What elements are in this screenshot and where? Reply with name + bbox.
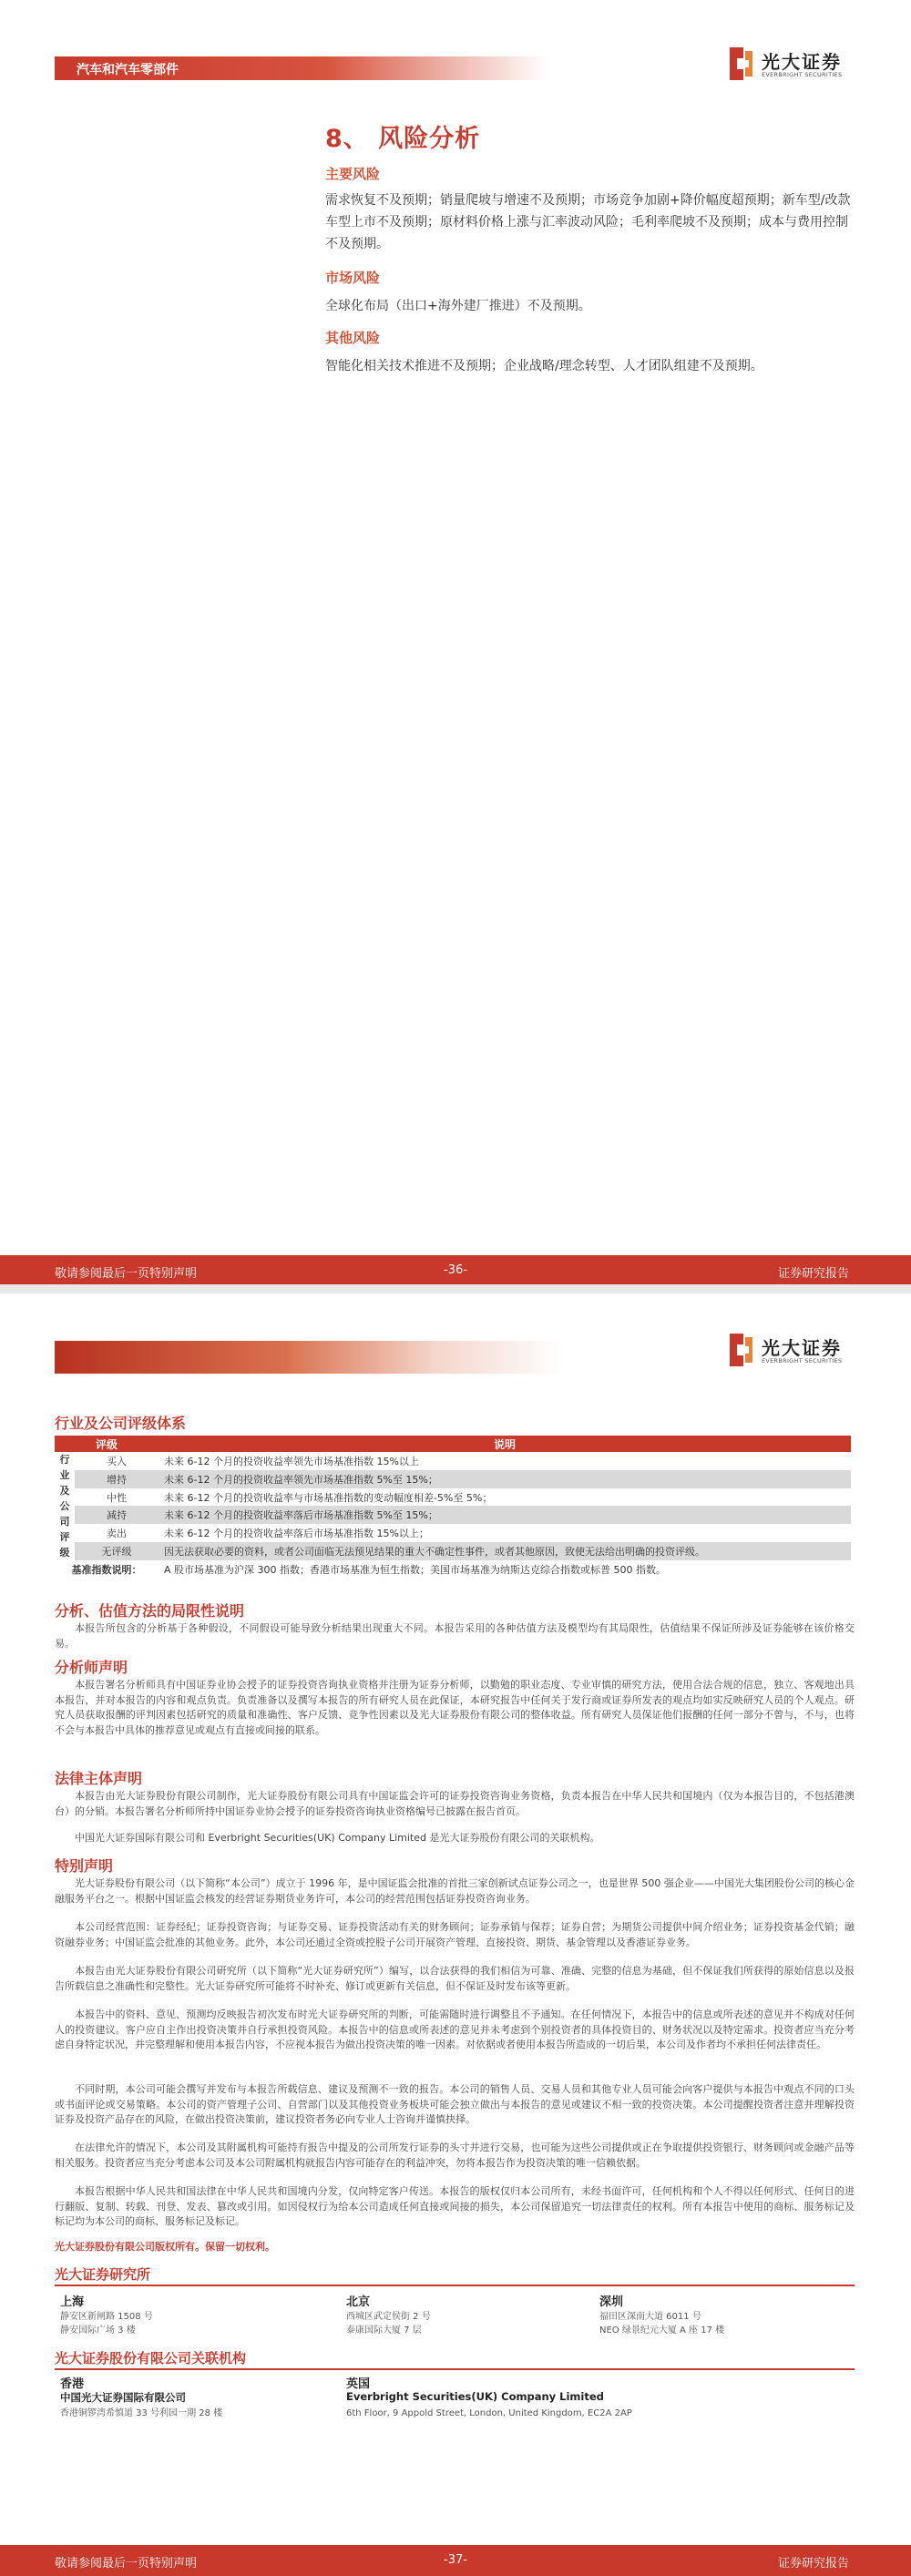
affiliate-region: 香港: [60, 2377, 85, 2391]
section-paragraph: 本公司经营范围：证券经纪；证券投资咨询；与证券交易、证券投资活动有关的财务顾问；证券承销与保荐；证券自营；为期货公司提供中间介绍业务；证券投资基金代销；融资融券业务；中国证监会批准的其他业务。此外，本公司还通过全资或控股子公司开展资产管理、直接投资、期货、基金管理以及香港证券业务。: [55, 1921, 855, 1948]
description-cell: 因无法获取必要的资料，或者公司面临无法预见结果的重大不确定性事件，或者其他原因，致使无法给出明确的投资评级。: [159, 1542, 851, 1560]
basis-text: A 股市场基准为沪深 300 指数；香港市场基准为恒生指数；美国市场基准为纳斯达克综合指数或标普 500 指数。: [164, 1563, 666, 1576]
footer-disclaimer-note: 敬请参阅最后一页特别声明: [55, 1267, 198, 1281]
rating-cell: 减持: [75, 1506, 159, 1524]
other-risk-text: 智能化相关技术推进不及预期；企业战略/理念转型、人才团队组建不及预期。: [325, 359, 763, 373]
office-city: 上海: [60, 2295, 85, 2309]
table-row: [55, 1506, 851, 1524]
table-row: [55, 1452, 851, 1470]
divider: [55, 2285, 855, 2286]
rating-cell: 买入: [107, 1455, 127, 1467]
office-address-line: 静安区新闸路 1508 号: [60, 2312, 153, 2322]
header-rating: 评级: [55, 1436, 159, 1452]
section-paragraph: 本报告由光大证券股份有限公司制作，光大证券股份有限公司具有中国证监会许可的证券投资咨询业务资格，负责本报告在中华人民共和国境内（仅为本报告目的，不包括港澳台）的分销。本报告署名分析师所持中国证券业协会授予的证券投资咨询执业资格编号已披露在报告首页。: [55, 1790, 855, 1817]
office-city: 北京: [346, 2295, 371, 2309]
affiliate-address: 6th Floor, 9 Appold Street, London, United Kingdom, EC2A 2AP: [346, 2408, 632, 2418]
table-row: [55, 1488, 851, 1507]
header-band: [55, 56, 547, 80]
main-risk-heading: 主要风险: [325, 166, 381, 182]
description-cell: 未来 6-12 个月的投资收益率落后市场基准指数 5%至 15%；: [159, 1506, 851, 1524]
section-paragraph: 本报告署名分析师具有中国证券业协会授予的证券投资咨询执业资格并注册为证券分析师，以勤勉的职业态度、专业审慎的研究方法，使用合法合规的信息，独立、客观地出具本报告，并对本报告的内容和观点负责。负责准备以及撰写本报告的所有研究人员在此保证，本研究报告中任何关于发行商或证券所发表的观点均如实反映研究人员的个人观点。研究人员获取报酬的评判因素包括研究的质量和准确性、客户反馈、竞争性因素以及光大证券股份有限公司的整体收益。所有研究人员保证他们报酬的任何一部分不曾与，不与，也将不会与本报告中具体的推荐意见或观点有直接或间接的联系。: [55, 1679, 855, 1736]
table-row: [55, 1470, 851, 1488]
description-cell: 未来 6-12 个月的投资收益率与市场基准指数的变动幅度相差-5%至 5%；: [164, 1491, 493, 1504]
table-row: [55, 1524, 851, 1542]
basis-label: 基准指数说明：: [71, 1563, 142, 1576]
side-label-char: 行: [59, 1454, 70, 1466]
side-label-char: 司: [59, 1516, 70, 1528]
office-address-line: NEO 绿景纪元大厦 A 座 17 楼: [599, 2326, 725, 2336]
footer-page-number: -37-: [444, 2553, 467, 2567]
header-industry-tag: 汽车和汽车零部件: [77, 63, 179, 77]
logo-text-cn: 光大证券: [762, 1337, 842, 1359]
section-paragraph: 本报告根据中华人民共和国法律在中华人民共和国境内分发，仅向特定客户传送。本报告的版权仅归本公司所有，未经书面许可，任何机构和个人不得以任何形式、任何目的进行翻版、复制、转载、刊登、发表、篡改或引用。如因侵权行为给本公司造成任何直接或间接的损失，本公司保留追究一切法律责任的权利。所有本报告中使用的商标、服务标记及标记均为本公司的商标、服务标记及标记。: [55, 2185, 855, 2227]
description-cell: 未来 6-12 个月的投资收益率领先市场基准指数 5%至 15%；: [159, 1470, 851, 1488]
page-separator: [0, 1284, 911, 1293]
company-logo: [727, 1330, 855, 1370]
affiliate-address: 香港铜锣湾希慎道 33 号利园一期 28 楼: [60, 2408, 223, 2418]
section-paragraph: 本报告所包含的分析基于各种假设，不同假设可能导致分析结果出现重大不同。本报告采用的各种估值方法及模型均有其局限性，估值结果不保证所涉及证券能够在该价格交易。: [55, 1622, 855, 1650]
section-heading: 分析师声明: [55, 1659, 128, 1676]
rating-cell: 增持: [75, 1470, 159, 1488]
office-address-line: 西城区武定侯街 2 号: [346, 2312, 431, 2322]
footer-page-number: -36-: [444, 1263, 467, 1277]
divider: [55, 2368, 855, 2370]
table-header-row: [55, 1436, 851, 1452]
logo-mark-icon: [727, 1332, 754, 1368]
side-label-char: 评: [59, 1531, 70, 1543]
table-row: [55, 1542, 851, 1560]
rating-table: [55, 1436, 851, 1578]
office-city: 深圳: [599, 2295, 624, 2309]
page-footer: [0, 1255, 911, 1286]
section-paragraph: 在法律允许的情况下，本公司及其附属机构可能持有报告中提及的公司所发行证券的头寸并进行交易，也可能为这些公司提供或正在争取提供投资银行、财务顾问或金融产品等相关服务。投资者应当充分考虑本公司及本公司附属机构就报告内容可能存在的利益冲突，勿将本报告作为投资决策的唯一信赖依据。: [55, 2142, 855, 2169]
company-logo: [727, 44, 855, 84]
market-risk-heading: 市场风险: [325, 270, 381, 286]
header-band: [55, 1341, 565, 1374]
affiliate-region: 英国: [346, 2377, 371, 2391]
header-description: 说明: [159, 1436, 851, 1452]
affiliates-title: 光大证券股份有限公司关联机构: [55, 2350, 247, 2366]
section-heading: 特别声明: [55, 1857, 114, 1875]
section-title: 8、 风险分析: [325, 125, 481, 153]
rating-cell: 卖出: [107, 1528, 127, 1540]
office-address-line: 泰康国际大厦 7 层: [346, 2326, 422, 2336]
description-cell: 未来 6-12 个月的投资收益率领先市场基准指数 15%以上: [164, 1455, 419, 1467]
affiliate-name: Everbright Securities(UK) Company Limited: [346, 2390, 604, 2403]
page-footer: [0, 2545, 911, 2576]
section-paragraph: 本报告中的资料、意见、预测均反映报告初次发布时光大证券研究所的判断，可能需随时进行调整且不予通知。在任何情况下，本报告中的信息或所表述的意见并不构成对任何人的投资建议。客户应自主作出投资决策并自行承担投资风险。本报告中的信息或所表述的意见并未考虑到个别投资者的具体投资目的、财务状况以及特定需求。投资者应当充分考虑自身特定状况，并完整理解和使用本报告内容，不应视本报告为做出投资决策的唯一因素。对依据或者使用本报告所造成的一切后果，本公司及作者均不承担任何法律责任。: [55, 2009, 855, 2050]
report-page-36: [0, 0, 911, 1284]
market-risk-text: 全球化布局（出口+海外建厂推进）不及预期。: [325, 299, 591, 313]
rating-cell: 中性: [107, 1491, 127, 1504]
side-label-char: 公: [59, 1500, 70, 1512]
office-address-line: 静安国际广场 3 楼: [60, 2326, 136, 2336]
report-page-37: [0, 1293, 911, 2576]
logo-text-en: EVERBRIGHT SECURITIES: [762, 1357, 843, 1365]
footer-report-type: 证券研究报告: [777, 1267, 849, 1281]
section-paragraph: 本报告由光大证券股份有限公司研究所（以下简称“光大证券研究所”）编写，以合法获得的我们相信为可靠、准确、完整的信息为基础，但不保证我们所获得的原始信息以及报告所载信息之准确性和完整性。光大证券研究所可能将不时补充、修订或更新有关信息，但不保证及时发布该等更新。: [55, 1965, 855, 1992]
side-label-char: 及: [59, 1485, 70, 1497]
description-cell: 未来 6-12 个月的投资收益率落后市场基准指数 15%以上；: [164, 1528, 429, 1540]
affiliate-name: 中国光大证券国际有限公司: [60, 2391, 186, 2404]
logo-text-en: EVERBRIGHT SECURITIES: [762, 71, 843, 78]
footer-disclaimer-note: 敬请参阅最后一页特别声明: [55, 2557, 198, 2571]
institute-title: 光大证券研究所: [55, 2266, 151, 2283]
rating-cell: 无评级: [75, 1542, 159, 1560]
side-label: [55, 1452, 75, 1560]
footer-report-type: 证券研究报告: [777, 2557, 849, 2571]
copyright-line: 光大证券股份有限公司版权所有。保留一切权利。: [55, 2241, 275, 2253]
section-heading: 法律主体声明: [55, 1770, 143, 1787]
section-paragraph: 中国光大证券国际有限公司和 Everbright Securities(UK) Company Limited 是光大证券股份有限公司的关联机构。: [75, 1832, 600, 1844]
table-row: [55, 1560, 851, 1578]
logo-mark-icon: [727, 46, 754, 82]
section-paragraph: 不同时期，本公司可能会撰写并发布与本报告所载信息、建议及预测不一致的报告。本公司的销售人员、交易人员和其他专业人员可能会向客户提供与本报告中观点不同的口头或书面评论或交易策略。本公司的资产管理子公司、自营部门以及其他投资业务板块可能会独立做出与本报告的意见或建议不相一致的投资决策。本公司提醒投资者注意并理解投资证券及投资产品存在的风险，在做出投资决策前，建议投资者务必向专业人士咨询并谨慎抉择。: [55, 2083, 855, 2125]
main-risk-text: 需求恢复不及预期；销量爬坡与增速不及预期；市场竞争加剧+降价幅度超预期；新车型/改款车型上市不及预期；原材料价格上涨与汇率波动风险；毛利率爬坡不及预期；成本与费用控制不及预期。: [325, 193, 851, 251]
rating-system-title: 行业及公司评级体系: [55, 1415, 187, 1432]
office-address-line: 福田区深南大道 6011 号: [599, 2312, 701, 2322]
section-paragraph: 光大证券股份有限公司（以下简称“本公司”）成立于 1996 年，是中国证监会批准的首批三家创新试点证券公司之一，也是世界 500 强企业——中国光大集团股份公司的核心金融服务平台之一。根据中国证监会核发的经营证券期货业务许可，本公司的经营范围包括证券投资咨询业务。: [55, 1877, 855, 1905]
side-label-char: 业: [59, 1469, 70, 1481]
logo-text-cn: 光大证券: [762, 51, 842, 73]
other-risk-heading: 其他风险: [325, 330, 381, 346]
side-label-char: 级: [59, 1547, 70, 1559]
section-heading: 分析、估值方法的局限性说明: [55, 1602, 245, 1620]
